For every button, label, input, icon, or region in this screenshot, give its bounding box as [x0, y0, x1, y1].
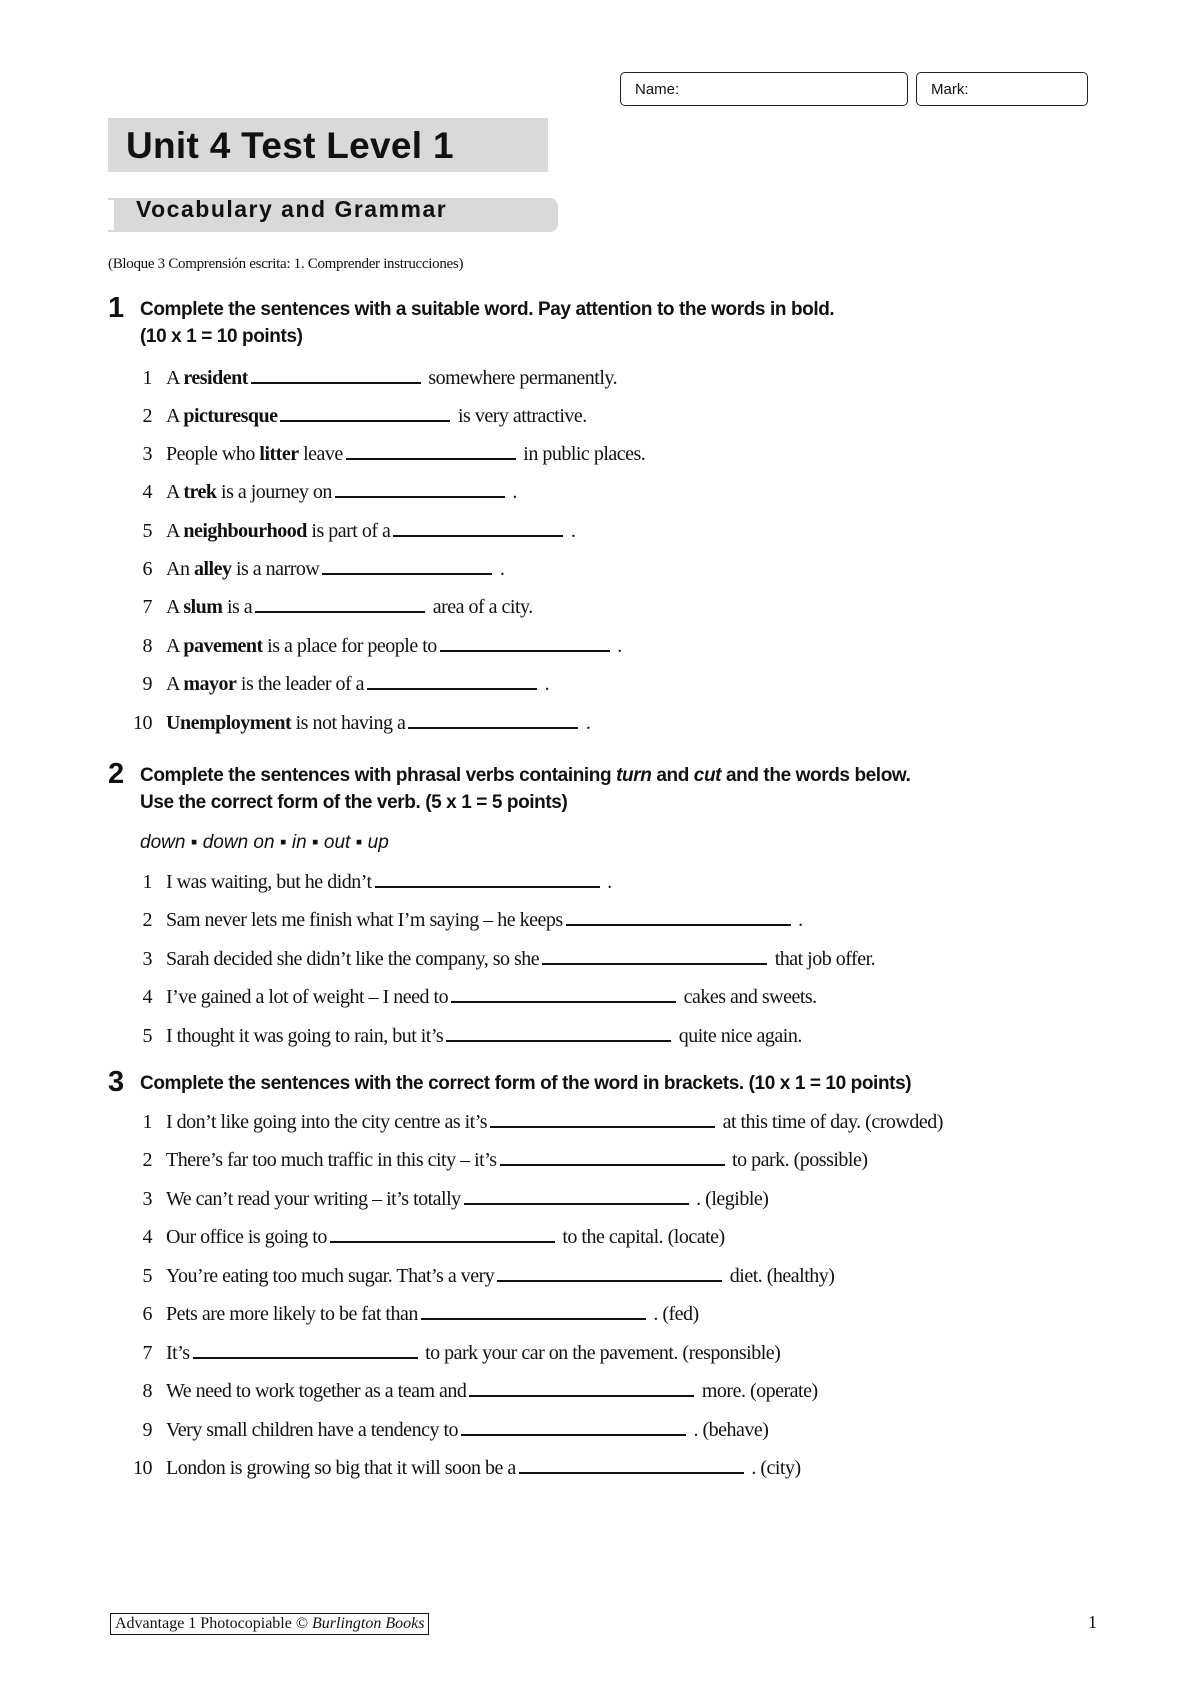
- exercise-1-item: [126, 365, 617, 391]
- item-text: . (city): [746, 1457, 801, 1479]
- item-text: that job offer.: [770, 948, 876, 970]
- item-text: more. (operate): [697, 1380, 818, 1402]
- answer-blank[interactable]: [566, 908, 791, 926]
- item-number: 2: [142, 405, 152, 427]
- answer-blank[interactable]: [393, 519, 563, 537]
- item-text: is the leader of a: [236, 673, 365, 695]
- item-text: It’s: [166, 1342, 190, 1364]
- answer-blank[interactable]: [464, 1187, 689, 1205]
- item-text: People who: [166, 443, 260, 465]
- item-text: at this time of day. (crowded): [718, 1111, 943, 1133]
- item-text: I was waiting, but he didn’t: [166, 871, 372, 893]
- item-number: 2: [142, 909, 152, 931]
- item-text: Pets are more likely to be fat than: [166, 1303, 418, 1325]
- exercise-2-item: [126, 907, 803, 933]
- item-text: .: [566, 520, 576, 542]
- answer-blank[interactable]: [461, 1418, 686, 1436]
- exercise-2-item: [126, 869, 612, 895]
- item-number: 10: [133, 712, 152, 734]
- answer-blank[interactable]: [367, 672, 537, 690]
- answer-blank[interactable]: [542, 947, 767, 965]
- item-number: 2: [142, 1149, 152, 1171]
- exercise-1-item: [126, 556, 504, 582]
- answer-blank[interactable]: [446, 1024, 671, 1042]
- item-text: cakes and sweets.: [679, 986, 817, 1008]
- item-text: I’ve gained a lot of weight – I need to: [166, 986, 449, 1008]
- mark-label: Mark:: [931, 81, 969, 98]
- item-text: We can’t read your writing – it’s totally: [166, 1188, 461, 1210]
- item-text: diet. (healthy): [725, 1265, 835, 1287]
- section-band-marker: [108, 200, 114, 230]
- item-text: is not having a: [291, 712, 406, 734]
- item-text: I don’t like going into the city centre as it’s: [166, 1111, 488, 1133]
- exercise-3-item: [126, 1301, 699, 1327]
- item-keyword: resident: [183, 367, 248, 389]
- exercise-3-item: [126, 1455, 801, 1481]
- exercise-1-item: [126, 518, 575, 544]
- answer-blank[interactable]: [375, 870, 600, 888]
- item-text: .: [507, 481, 517, 503]
- bloque-note: (Bloque 3 Comprensión escrita: 1. Comprender instrucciones): [108, 256, 464, 272]
- exercise-3-item: [126, 1109, 943, 1135]
- item-keyword: slum: [183, 596, 223, 618]
- item-number: 1: [142, 871, 152, 893]
- item-text: A: [166, 367, 184, 389]
- item-keyword: neighbourhood: [183, 520, 307, 542]
- item-keyword: picturesque: [183, 405, 278, 427]
- item-number: 1: [142, 367, 152, 389]
- answer-blank[interactable]: [421, 1302, 646, 1320]
- item-text: is a place for people to: [262, 635, 437, 657]
- exercise-2-item: [126, 946, 875, 972]
- exercise-3-item: [126, 1147, 868, 1173]
- publisher-name: Burlington Books: [312, 1615, 425, 1632]
- item-keyword: mayor: [183, 673, 237, 695]
- item-number: 1: [142, 1111, 152, 1133]
- item-text: London is growing so big that it will soon be a: [166, 1457, 516, 1479]
- exercise-1-item: [126, 441, 645, 467]
- item-keyword: pavement: [183, 635, 263, 657]
- exercise-1-item: [126, 671, 549, 697]
- section-title: Vocabulary and Grammar: [136, 196, 448, 222]
- item-text: A: [166, 635, 184, 657]
- item-text: We need to work together as a team and: [166, 1380, 467, 1402]
- item-number: 4: [142, 481, 152, 503]
- name-label: Name:: [635, 81, 680, 98]
- item-text: is very attractive.: [453, 405, 587, 427]
- item-text: A: [166, 481, 184, 503]
- answer-blank[interactable]: [490, 1110, 715, 1128]
- item-number: 4: [142, 986, 152, 1008]
- item-text: to park your car on the pavement. (responsible): [420, 1342, 781, 1364]
- answer-blank[interactable]: [251, 366, 421, 384]
- answer-blank[interactable]: [193, 1341, 418, 1359]
- item-text: quite nice again.: [674, 1025, 802, 1047]
- item-text: Sarah decided she didn’t like the company, so she: [166, 948, 540, 970]
- item-number: 5: [142, 1025, 152, 1047]
- page-number: 1: [1088, 1612, 1097, 1632]
- name-field[interactable]: [620, 72, 908, 106]
- item-text: Our office is going to: [166, 1226, 327, 1248]
- item-text: is a journey on: [216, 481, 332, 503]
- item-keyword: litter: [259, 443, 299, 465]
- item-number: 6: [142, 1303, 152, 1325]
- item-keyword: Unemployment: [166, 712, 292, 734]
- answer-blank[interactable]: [500, 1148, 725, 1166]
- exercise-3-item: [126, 1224, 725, 1250]
- answer-blank[interactable]: [451, 985, 676, 1003]
- exercise-1-number: 1: [108, 292, 125, 324]
- exercise-1-instruction: [140, 296, 834, 350]
- exercise-1-item: [126, 594, 533, 620]
- exercise-2-word-box: down ▪ down on ▪ in ▪ out ▪ up: [140, 832, 389, 853]
- item-text: .: [793, 909, 803, 931]
- item-text: Very small children have a tendency to: [166, 1419, 458, 1441]
- item-text: leave: [298, 443, 343, 465]
- answer-blank[interactable]: [469, 1379, 694, 1397]
- exercise-3-item: [126, 1340, 780, 1366]
- copyright-text: Advantage 1 Photocopiable ©: [115, 1615, 312, 1632]
- exercise-3-item: [126, 1186, 768, 1212]
- exercise-2-item: [126, 1023, 802, 1049]
- item-text: I thought it was going to rain, but it’s: [166, 1025, 444, 1047]
- answer-blank[interactable]: [440, 634, 610, 652]
- answer-blank[interactable]: [280, 404, 450, 422]
- item-number: 3: [142, 1188, 152, 1210]
- exercise-1-item: [126, 403, 587, 429]
- item-number: 3: [142, 443, 152, 465]
- answer-blank[interactable]: [408, 711, 578, 729]
- item-text: .: [495, 558, 505, 580]
- exercise-1-item: [126, 479, 517, 505]
- footer-copyright: [110, 1613, 429, 1635]
- item-text: .: [540, 673, 550, 695]
- answer-blank[interactable]: [335, 480, 505, 498]
- exercise-3-item: [126, 1263, 834, 1289]
- item-text: A: [166, 405, 184, 427]
- item-text: You’re eating too much sugar. That’s a very: [166, 1265, 495, 1287]
- exercise-1-instruction-line2: (10 x 1 = 10 points): [140, 326, 303, 347]
- item-number: 9: [142, 673, 152, 695]
- item-text: .: [581, 712, 591, 734]
- item-text: A: [166, 673, 184, 695]
- answer-blank[interactable]: [519, 1456, 744, 1474]
- item-text: An: [166, 558, 194, 580]
- exercise-1-instruction-line1: Complete the sentences with a suitable word. Pay attention to the words in bold.: [140, 299, 835, 320]
- exercise-3-item: [126, 1378, 818, 1404]
- item-text: A: [166, 520, 184, 542]
- exercise-2-number: 2: [108, 758, 125, 790]
- item-number: 7: [142, 1342, 152, 1364]
- exercise-1-item: [126, 710, 590, 736]
- item-text: . (behave): [689, 1419, 769, 1441]
- page-title: Unit 4 Test Level 1: [126, 125, 454, 166]
- item-text: A: [166, 596, 184, 618]
- answer-blank[interactable]: [330, 1225, 555, 1243]
- item-text: There’s far too much traffic in this city – it’s: [166, 1149, 497, 1171]
- exercise-2-instruction-line2: Use the correct form of the verb. (5 x 1 = 5 points): [140, 792, 568, 813]
- answer-blank[interactable]: [322, 557, 492, 575]
- item-number: 5: [142, 520, 152, 542]
- item-number: 5: [142, 1265, 152, 1287]
- answer-blank[interactable]: [346, 442, 516, 460]
- exercise-3-number: 3: [108, 1066, 125, 1098]
- item-text: .: [602, 871, 612, 893]
- item-text: is a: [222, 596, 253, 618]
- item-text: . (fed): [648, 1303, 699, 1325]
- answer-blank[interactable]: [497, 1264, 722, 1282]
- item-number: 9: [142, 1419, 152, 1441]
- item-text: is a narrow: [231, 558, 320, 580]
- item-number: 8: [142, 635, 152, 657]
- item-text: .: [612, 635, 622, 657]
- item-number: 3: [142, 948, 152, 970]
- exercise-1-item: [126, 633, 622, 659]
- exercise-2-instruction: [140, 762, 910, 816]
- item-keyword: trek: [183, 481, 217, 503]
- item-number: 10: [133, 1457, 152, 1479]
- item-number: 6: [142, 558, 152, 580]
- exercise-3-item: [126, 1417, 768, 1443]
- item-number: 7: [142, 596, 152, 618]
- item-text: somewhere permanently.: [423, 367, 618, 389]
- item-text: . (legible): [691, 1188, 769, 1210]
- item-text: to park. (possible): [727, 1149, 868, 1171]
- exercise-3-instruction: Complete the sentences with the correct form of the word in brackets. (10 x 1 = 10 points): [140, 1073, 912, 1094]
- item-number: 4: [142, 1226, 152, 1248]
- exercise-2-item: [126, 984, 817, 1010]
- answer-blank[interactable]: [255, 595, 425, 613]
- item-text: in public places.: [518, 443, 646, 465]
- mark-field[interactable]: [916, 72, 1088, 106]
- item-number: 8: [142, 1380, 152, 1402]
- item-text: is part of a: [306, 520, 391, 542]
- exercise-2-instruction-line1: Complete the sentences with phrasal verbs containing turn and cut and the words below.: [140, 765, 911, 786]
- item-text: area of a city.: [428, 596, 533, 618]
- item-text: Sam never lets me finish what I’m saying – he keeps: [166, 909, 563, 931]
- item-text: to the capital. (locate): [557, 1226, 725, 1248]
- item-keyword: alley: [193, 558, 232, 580]
